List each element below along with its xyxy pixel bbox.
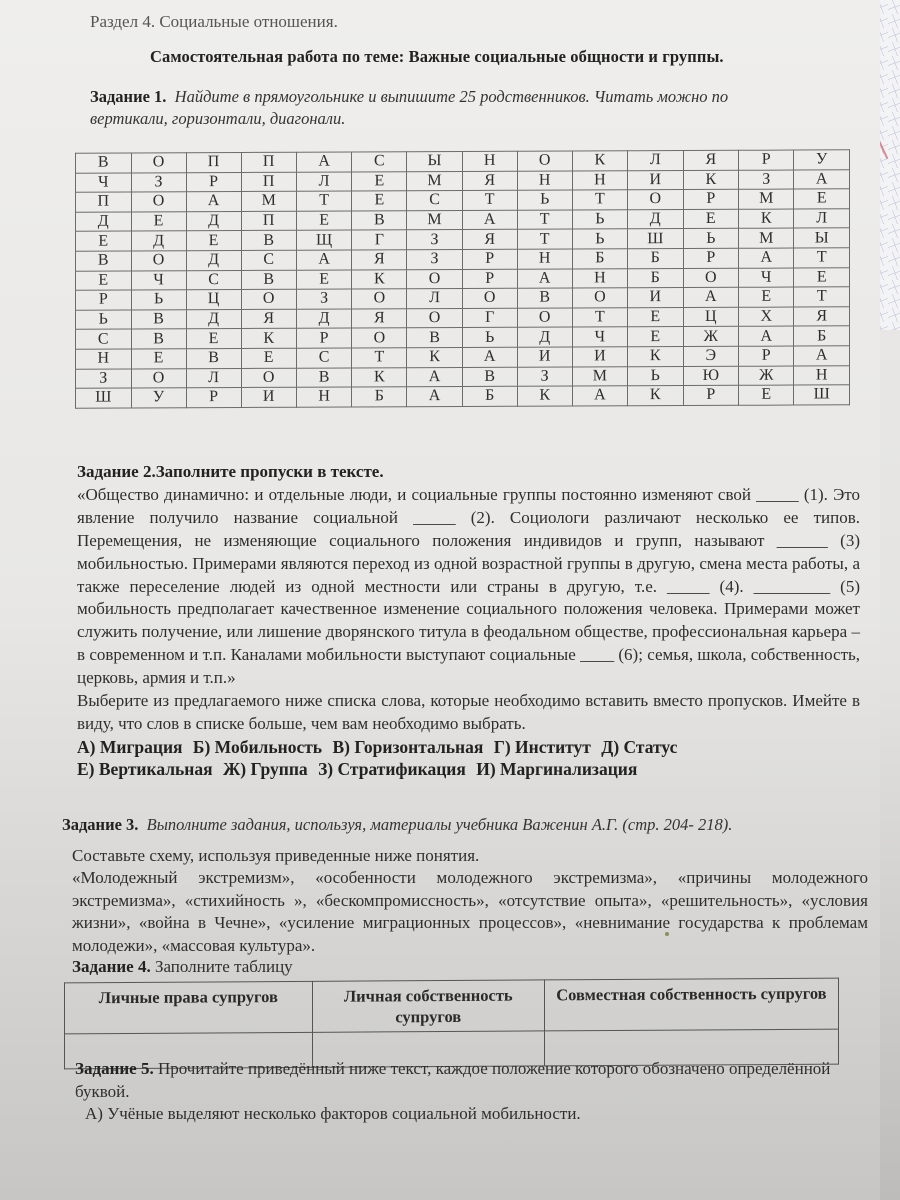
grid-cell: Д: [76, 212, 132, 232]
grid-cell: А: [186, 192, 241, 212]
grid-cell: Я: [241, 309, 296, 329]
grid-cell: К: [683, 170, 739, 190]
grid-cell: О: [683, 268, 739, 288]
grid-cell: В: [186, 348, 241, 368]
option-item: Б) Мобильность: [192, 736, 323, 757]
grid-cell: Р: [186, 388, 241, 408]
grid-cell: Н: [517, 171, 572, 191]
grid-cell: М: [739, 189, 794, 209]
grid-cell: А: [407, 367, 462, 387]
grid-cell: А: [296, 250, 352, 270]
grid-cell: А: [794, 346, 850, 366]
grid-cell: Е: [76, 271, 132, 291]
grid-cell: Р: [296, 328, 352, 348]
grid-cell: Р: [683, 189, 739, 209]
blank-6[interactable]: ____: [580, 645, 615, 665]
grid-cell: О: [131, 368, 186, 388]
grid-cell: О: [241, 368, 296, 388]
grid-cell: Т: [517, 210, 572, 230]
grid-cell: Я: [352, 308, 407, 328]
grid-cell: Х: [739, 307, 794, 327]
grid-cell: А: [517, 269, 572, 289]
grid-cell: Т: [572, 308, 627, 328]
grid-cell: Е: [131, 211, 186, 231]
grid-cell: Д: [296, 309, 352, 329]
grid-cell: В: [241, 270, 296, 290]
task4-table: [64, 978, 839, 1070]
grid-cell: Я: [462, 230, 517, 250]
paper-speck: [665, 932, 669, 936]
grid-cell: З: [517, 367, 572, 387]
grid-cell: К: [739, 209, 794, 229]
grid-cell: Б: [628, 249, 684, 269]
task2-passage: [77, 484, 860, 690]
grid-cell: Е: [76, 231, 132, 251]
grid-cell: О: [407, 269, 462, 289]
grid-cell: П: [76, 192, 132, 212]
options-row-2: [77, 758, 860, 780]
blank-1[interactable]: _____: [756, 484, 799, 504]
grid-cell: Ч: [572, 327, 627, 347]
grid-cell: Е: [296, 211, 352, 231]
grid-cell: Г: [462, 308, 517, 328]
grid-cell: П: [241, 172, 296, 192]
grid-cell: А: [296, 152, 352, 172]
grid-cell: О: [572, 288, 627, 308]
grid-cell: Т: [794, 248, 850, 268]
grid-cell: Л: [628, 151, 684, 171]
task4-instruction: Заполните таблицу: [154, 957, 293, 976]
task2-choose-instruction: Выберите из предлагаемого ниже списка слова, которые необходимо вставить вместо пропусков. Имейте в виду, что слов в списке больше, чем вам необходимо выбрать.: [77, 691, 860, 733]
option-item: Е) Вертикальная: [77, 758, 213, 779]
blank-2[interactable]: _____: [413, 507, 456, 527]
passage-text: (3) мобильностью. Примерами являются переход из одной возрастной группы в другую, смена места работы, а также переселение людей из одной местности или страны в другую, т.е.: [77, 530, 861, 596]
task1-label: Задание 1.: [90, 87, 167, 106]
grid-cell: Т: [517, 229, 572, 249]
grid-cell: Е: [794, 267, 850, 287]
grid-cell: Б: [352, 387, 407, 407]
grid-row: [76, 385, 850, 408]
grid-cell: К: [628, 386, 684, 406]
grid-cell: Е: [628, 327, 684, 347]
grid-cell: З: [296, 289, 352, 309]
task5-item-a: А) Учёные выделяют несколько факторов социальной мобильности.: [85, 1104, 581, 1123]
option-item: Ж) Группа: [222, 758, 308, 779]
passage-text: «Общество динамично: и отдельные люди, и социальные группы постоянно изменяют свой: [77, 484, 757, 504]
grid-cell: О: [407, 308, 462, 328]
grid-cell: В: [462, 367, 517, 387]
grid-cell: А: [683, 287, 739, 307]
grid-cell: Л: [407, 289, 462, 309]
grid-cell: Е: [739, 385, 794, 405]
blank-3[interactable]: ______: [776, 530, 828, 550]
grid-cell: У: [131, 388, 186, 408]
grid-cell: О: [241, 289, 296, 309]
grid-cell: В: [76, 153, 132, 173]
grid-cell: С: [186, 270, 241, 290]
grid-cell: С: [407, 191, 462, 211]
grid-cell: В: [76, 251, 132, 271]
grid-cell: Я: [462, 171, 517, 191]
grid-cell: Т: [794, 287, 850, 307]
grid-cell: Н: [462, 151, 517, 171]
grid-cell: Ь: [572, 210, 627, 230]
grid-cell: Р: [186, 172, 241, 192]
option-item: А) Миграция: [77, 736, 183, 757]
grid-cell: Г: [352, 230, 407, 250]
task2-section: [77, 461, 860, 780]
grid-cell: Л: [794, 209, 850, 229]
grid-cell: Н: [76, 349, 132, 369]
task1-header: [90, 86, 810, 130]
grid-cell: Ж: [683, 327, 739, 347]
grid-cell: Ь: [76, 310, 132, 330]
grid-cell: В: [407, 328, 462, 348]
grid-cell: И: [517, 347, 572, 367]
grid-cell: Д: [186, 211, 241, 231]
grid-cell: Ю: [683, 366, 739, 386]
grid-cell: Р: [739, 346, 794, 366]
passage-text: (5) мобильность предполагает качественное изменение социального положения человека. Примерами может служить получение, или лишение дворянского титула в феодальном обществе, профессиональная карьера – в современном и т.п. Каналами мобильности выступают социальные: [77, 576, 861, 665]
grid-cell: Е: [352, 171, 407, 191]
option-item: И) Маргинализация: [476, 758, 638, 779]
grid-cell: Б: [628, 268, 684, 288]
grid-cell: С: [352, 152, 407, 172]
grid-cell: Ы: [794, 228, 850, 248]
grid-cell: Ц: [683, 307, 739, 327]
grid-cell: У: [794, 150, 850, 170]
grid-cell: Ш: [794, 385, 850, 405]
grid-cell: Э: [683, 346, 739, 366]
options-row-1: [77, 736, 860, 758]
grid-cell: А: [407, 387, 462, 407]
option-item: В) Горизонтальная: [332, 736, 484, 757]
grid-cell: Б: [462, 386, 517, 406]
grid-cell: Т: [296, 191, 352, 211]
task3-intro: Составьте схему, используя приведенные ниже понятия.: [72, 846, 480, 865]
grid-cell: А: [794, 169, 850, 189]
blank-4[interactable]: _____: [667, 576, 710, 596]
grid-cell: Ц: [186, 290, 241, 310]
grid-cell: Ш: [76, 388, 132, 408]
grid-cell: Ч: [76, 173, 132, 193]
grid-cell: Ь: [131, 290, 186, 310]
grid-cell: Л: [186, 368, 241, 388]
grid-cell: И: [628, 170, 684, 190]
grid-cell: З: [739, 170, 794, 190]
grid-cell: К: [352, 269, 407, 289]
task5-label: Задание 5.: [75, 1059, 154, 1078]
grid-cell: А: [462, 210, 517, 230]
grid-cell: О: [131, 251, 186, 271]
passage-text: (2). Социологи различают несколько ее типов. Перемещения, не изменяющие социального положения индивидов и групп, называют: [77, 507, 860, 550]
grid-cell: Ь: [517, 190, 572, 210]
grid-cell: Т: [462, 190, 517, 210]
grid-cell: Е: [628, 307, 684, 327]
grid-cell: В: [241, 231, 296, 251]
option-item: З) Стратификация: [318, 758, 466, 779]
grid-cell: А: [739, 326, 794, 346]
grid-cell: И: [628, 288, 684, 308]
grid-cell: П: [241, 152, 296, 172]
grid-cell: Е: [241, 348, 296, 368]
grid-cell: Ч: [131, 270, 186, 290]
grid-cell: З: [407, 249, 462, 269]
grid-cell: Н: [296, 387, 352, 407]
grid-cell: Р: [683, 248, 739, 268]
grid-cell: П: [186, 152, 241, 172]
grid-cell: Щ: [296, 230, 352, 250]
task4-header: [72, 957, 293, 977]
task4-label: Задание 4.: [72, 957, 151, 976]
grid-cell: П: [241, 211, 296, 231]
grid-cell: Р: [683, 385, 739, 405]
grid-cell: А: [572, 386, 627, 406]
grid-cell: К: [407, 347, 462, 367]
grid-cell: Я: [683, 150, 739, 170]
option-item: Г) Институт: [493, 736, 591, 757]
grid-cell: С: [296, 348, 352, 368]
grid-cell: М: [407, 171, 462, 191]
grid-cell: Л: [296, 172, 352, 192]
grid-cell: Ж: [739, 366, 794, 386]
grid-cell: К: [572, 151, 627, 171]
grid-cell: Ш: [628, 229, 684, 249]
grid-cell: Н: [794, 365, 850, 385]
grid-cell: Д: [186, 309, 241, 329]
task3-instruction: Выполните задания, используя, материалы учебника Важенин А.Г. (стр. 204- 218).: [146, 815, 733, 834]
column-header: Личная собственность супругов: [312, 980, 544, 1032]
grid-cell: Т: [352, 348, 407, 368]
grid-cell: С: [241, 250, 296, 270]
passage-text: (4).: [709, 576, 754, 596]
grid-cell: Е: [739, 287, 794, 307]
grid-cell: Ь: [572, 229, 627, 249]
grid-cell: О: [628, 190, 684, 210]
grid-cell: З: [131, 172, 186, 192]
grid-cell: О: [352, 289, 407, 309]
grid-cell: Д: [628, 209, 684, 229]
grid-cell: Е: [186, 231, 241, 251]
word-search-grid: [75, 149, 850, 408]
task3-header: [62, 815, 732, 835]
grid-cell: Ь: [628, 366, 684, 386]
column-header: Личные права супругов: [65, 981, 313, 1034]
passage-text: (6); семья, школа, собственность, церковь, армия и т.п.»: [77, 645, 860, 688]
grid-cell: А: [462, 347, 517, 367]
grid-cell: К: [517, 386, 572, 406]
grid-cell: М: [739, 228, 794, 248]
grid-cell: Д: [131, 231, 186, 251]
grid-cell: Е: [683, 209, 739, 229]
work-title: Самостоятельная работа по теме: Важные социальные общности и группы.: [150, 47, 724, 66]
grid-cell: С: [76, 329, 132, 349]
grid-cell: М: [407, 210, 462, 230]
task3-body: [72, 845, 868, 957]
grid-cell: Я: [352, 250, 407, 270]
grid-cell: О: [462, 288, 517, 308]
task5-section: [75, 1058, 875, 1126]
grid-cell: О: [352, 328, 407, 348]
grid-cell: К: [352, 367, 407, 387]
grid-cell: Н: [572, 170, 627, 190]
grid-cell: К: [628, 346, 684, 366]
grid-cell: К: [241, 329, 296, 349]
grid-cell: Е: [131, 349, 186, 369]
grid-cell: И: [572, 347, 627, 367]
grid-cell: Я: [794, 307, 850, 327]
blank-5[interactable]: _________: [753, 576, 831, 596]
option-item: Д) Статус: [601, 736, 678, 757]
grid-cell: Р: [462, 269, 517, 289]
grid-cell: Д: [517, 327, 572, 347]
grid-cell: Ь: [462, 328, 517, 348]
grid-cell: В: [131, 309, 186, 329]
grid-cell: З: [407, 230, 462, 250]
task5-instruction: Прочитайте приведённый ниже текст, каждое положение которого обозначено определённой буквой.: [75, 1059, 831, 1101]
section-label: Раздел 4. Социальные отношения.: [90, 12, 338, 31]
grid-cell: Б: [572, 249, 627, 269]
grid-cell: Е: [352, 191, 407, 211]
grid-cell: В: [296, 368, 352, 388]
passage-text: (1). Это явление получило название социальной: [77, 484, 861, 527]
grid-cell: О: [517, 151, 572, 171]
grid-cell: Н: [517, 249, 572, 269]
grid-cell: Е: [794, 189, 850, 209]
grid-cell: Т: [572, 190, 627, 210]
grid-cell: Р: [739, 150, 794, 170]
grid-cell: Р: [76, 290, 132, 310]
grid-cell: О: [131, 192, 186, 212]
grid-cell: В: [352, 211, 407, 231]
grid-cell: Ь: [683, 229, 739, 249]
grid-cell: М: [572, 366, 627, 386]
task1-instruction: Найдите в прямоугольнике и выпишите 25 родственников. Читать можно по вертикали, горизонтали, диагонали.: [90, 87, 729, 128]
grid-cell: Ы: [407, 152, 462, 172]
grid-cell: Ч: [739, 268, 794, 288]
grid-cell: Е: [186, 329, 241, 349]
grid-cell: М: [241, 191, 296, 211]
task2-label: Задание 2.Заполните пропуски в тексте.: [77, 462, 384, 481]
grid-cell: Е: [296, 270, 352, 290]
grid-cell: Р: [462, 249, 517, 269]
task3-label: Задание 3.: [62, 815, 139, 834]
task3-concepts: «Молодежный экстремизм», «особенности молодежного экстремизма», «причины молодежного экстремизма», «стихийность », «бескомпромиссность», «отсутствие опыта», «решительность», «условия жизни», «война в Чечне», «усиление миграционных процессов», «невнимание государства к проблемам молодежи», «массовая культура».: [72, 868, 868, 955]
grid-cell: З: [76, 368, 132, 388]
grid-cell: О: [517, 308, 572, 328]
column-header: Совместная собственность супругов: [544, 978, 838, 1031]
grid-cell: В: [517, 288, 572, 308]
grid-cell: О: [131, 153, 186, 173]
grid-cell: И: [241, 387, 296, 407]
grid-cell: В: [131, 329, 186, 349]
grid-cell: Б: [794, 326, 850, 346]
grid-cell: Н: [572, 268, 627, 288]
grid-cell: А: [739, 248, 794, 268]
grid-cell: Д: [186, 250, 241, 270]
